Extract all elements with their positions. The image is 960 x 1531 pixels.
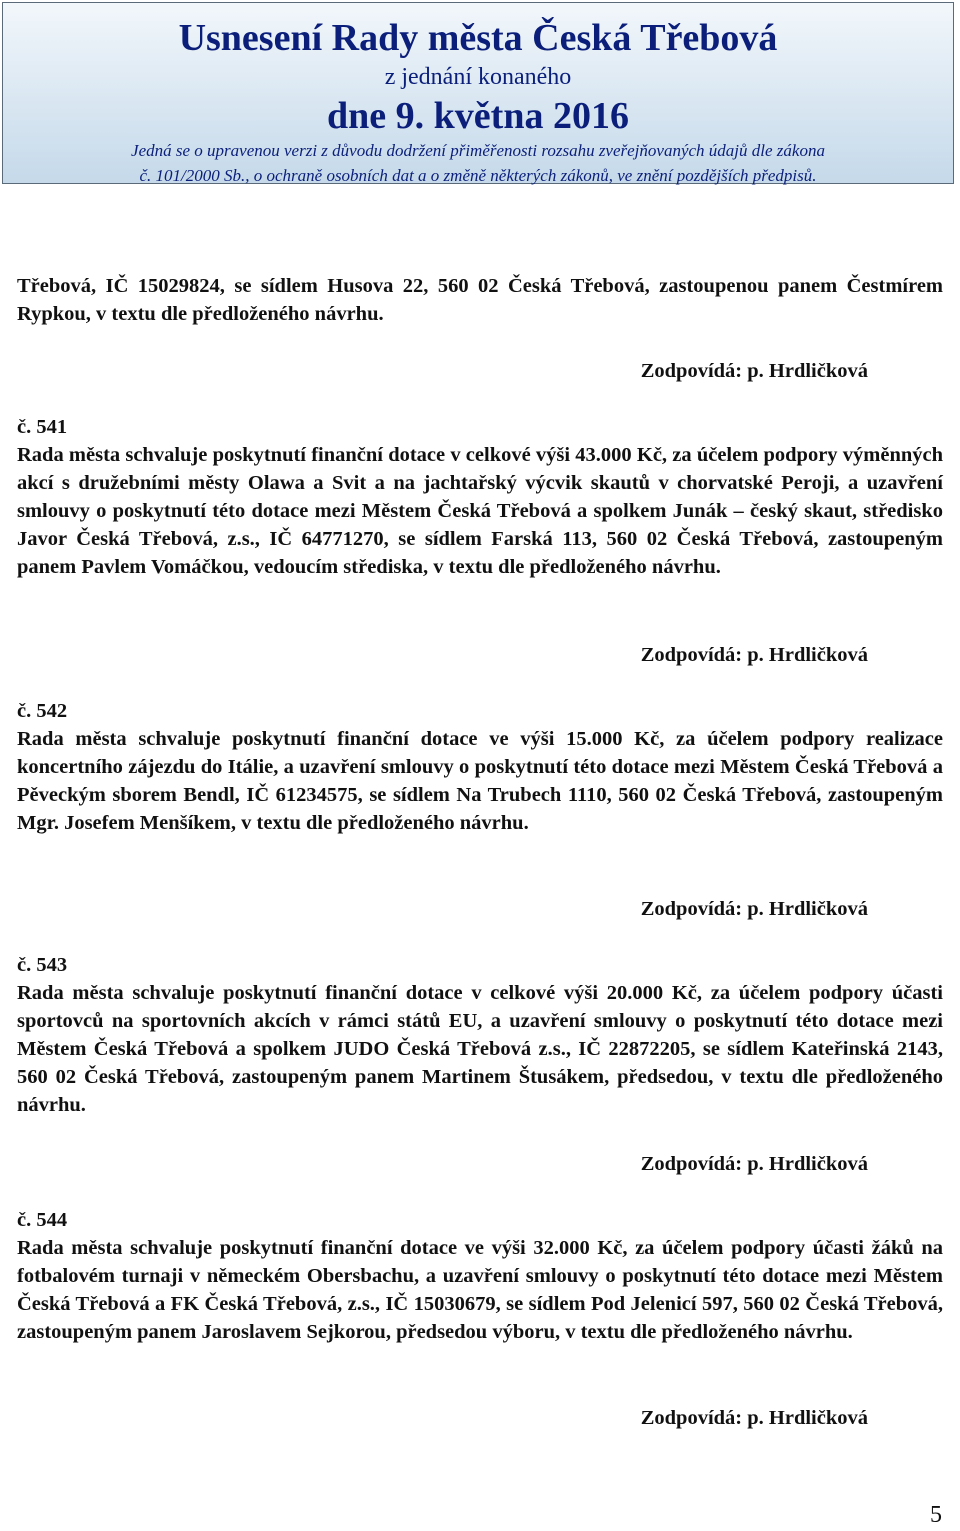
header-date: dne 9. května 2016 [327,95,629,137]
resolution-542-text: Rada města schvaluje poskytnutí finanční dotace ve výši 15.000 Kč, za účelem podpory realizace koncertního zájezdu do Itálie, a uzavření smlouvy o poskytnutí této dotace mezi Městem Česká Třebová a Pěveckým sborem Bendl, IČ 61234575, se sídlem Na Trubech 1110, 560 02 Česká Třebová, zastoupeným Mgr. Josefem Menšíkem, v textu dle předloženého návrhu. [17,728,943,834]
resolution-541-number: č. 541 [17,416,68,438]
resolution-544-responsible: Zodpovídá: p. Hrdličková [640,1407,868,1429]
header-title: Usnesení Rady města Česká Třebová [178,17,778,59]
header-note-line-2: č. 101/2000 Sb., o ochraně osobních dat a o změně některých zákonů, ve znění pozdějších předpisů. [139,166,817,185]
header-subtitle: z jednání konaného [384,64,572,90]
resolution-541-text: Rada města schvaluje poskytnutí finanční dotace v celkové výši 43.000 Kč, za účelem podpory výměnných akcí s družebními městy Olawa a Svit a na jachtařský výcvik skautů v chorvatské Peroji, a uzavření smlouvy o poskytnutí této dotace mezi Městem Česká Třebová a spolkem Junák – český skaut, středisko Javor Česká Třebová, z.s., IČ 64771270, se sídlem Farská 113, 560 02 Česká Třebová, zastoupeným panem Pavlem Vomáčkou, vedoucím střediska, v textu dle předloženého návrhu. [17,444,943,578]
resolution-544-text: Rada města schvaluje poskytnutí finanční dotace ve výši 32.000 Kč, za účelem podpory účasti žáků na fotbalovém turnaji v německém Obersbachu, a uzavření smlouvy o poskytnutí této dotace mezi Městem Česká Třebová a FK Česká Třebová, z.s., IČ 15030679, se sídlem Pod Jelenicí 597, 560 02 Česká Třebová, zastoupeným panem Jaroslavem Sejkorou, předsedou výboru, v textu dle předloženého návrhu. [17,1237,943,1343]
resolution-543-text: Rada města schvaluje poskytnutí finanční dotace v celkové výši 20.000 Kč, za účelem podpory účasti sportovců na sportovních akcích v rámci států EU, a uzavření smlouvy o poskytnutí této dotace mezi Městem Česká Třebová a spolkem JUDO Česká Třebová z.s., IČ 22872205, se sídlem Kateřinská 2143, 560 02 Česká Třebová, zastoupeným panem Martinem Štusákem, předsedou, v textu dle předloženého návrhu. [17,982,943,1116]
page-number: 5 [930,1502,942,1528]
resolution-542-responsible: Zodpovídá: p. Hrdličková [640,898,868,920]
resolution-542-number: č. 542 [17,700,68,722]
resolution-543-number: č. 543 [17,954,68,976]
resolution-543-responsible: Zodpovídá: p. Hrdličková [640,1153,868,1175]
document-header [2,2,954,184]
intro-responsible: Zodpovídá: p. Hrdličková [640,360,868,382]
intro-paragraph: Třebová, IČ 15029824, se sídlem Husova 22, 560 02 Česká Třebová, zastoupenou panem Čestmírem Rypkou, v textu dle předloženého návrhu. [17,275,943,325]
resolution-544-number: č. 544 [17,1209,68,1231]
resolution-541-responsible: Zodpovídá: p. Hrdličková [640,644,868,666]
header-note-line-1: Jedná se o upravenou verzi z důvodu dodržení přiměřenosti rozsahu zveřejňovaných údajů dle zákona [131,141,825,160]
